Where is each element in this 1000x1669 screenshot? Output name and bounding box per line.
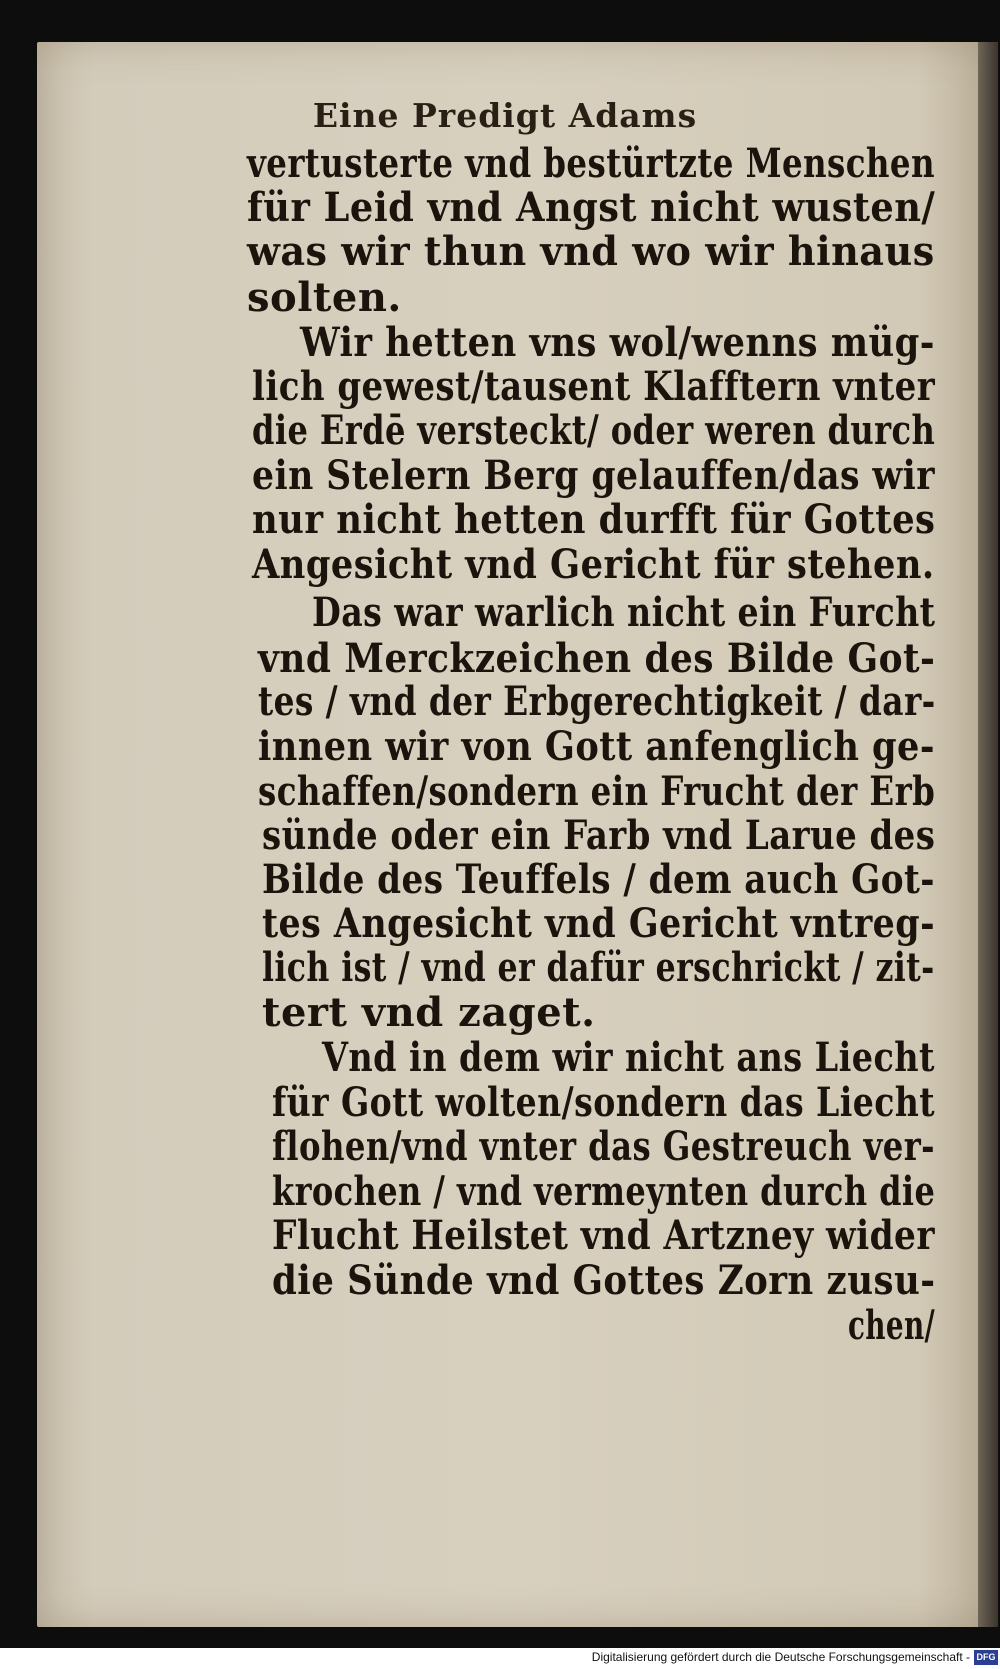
text-line: Angesicht vnd Gericht für stehen.: [252, 541, 935, 588]
text-line: die Erdē versteckt/ oder weren durch: [252, 407, 936, 454]
text-line: vertusterte vnd bestürtzte Menschen: [247, 140, 936, 187]
text-line: für Gott wolten/sondern das Liecht: [272, 1079, 936, 1126]
text-line: Vnd in dem wir nicht ans Liecht: [322, 1034, 935, 1081]
text-line: ein Stelern Berg gelauffen/das wir: [252, 452, 935, 499]
text-line: Das war warlich nicht ein Furcht: [312, 589, 936, 636]
footer-credit: Digitalisierung gefördert durch die Deutsche Forschungsgemeinschaft -: [591, 1650, 970, 1664]
text-line: die Sünde vnd Gottes Zorn zusu-: [272, 1257, 936, 1304]
text-line: krochen / vnd vermeynten durch die: [272, 1168, 936, 1215]
text-line: solten.: [247, 274, 402, 321]
text-line: schaffen/sondern ein Frucht der Erb: [258, 768, 936, 815]
text-line: Flucht Heilstet vnd Artzney wider: [272, 1212, 935, 1259]
text-line: flohen/vnd vnter das Gestreuch ver-: [272, 1123, 936, 1170]
text-line: tes Angesicht vnd Gericht vntreg-: [262, 900, 936, 947]
text-line: Bilde des Teuffels / dem auch Got-: [262, 856, 935, 903]
text-line: sünde oder ein Farb vnd Larue des: [262, 812, 936, 859]
text-line: innen wir von Gott anfenglich ge-: [258, 723, 935, 770]
catchword: chen/: [848, 1302, 936, 1349]
page-edge: [978, 42, 998, 1627]
text-line: lich gewest/tausent Klafftern vnter: [252, 363, 936, 410]
text-line: lich ist / vnd er dafür erschrickt / zit-: [262, 944, 935, 991]
text-line: tert vnd zaget.: [262, 989, 596, 1036]
text-line: vnd Merckzeichen des Bilde Got-: [258, 635, 936, 682]
text-line: nur nicht hetten durfft für Gottes: [252, 496, 936, 543]
text-line: für Leid vnd Angst nicht wusten/: [247, 184, 936, 231]
text-line: tes / vnd der Erbgerechtigkeit / dar-: [258, 678, 936, 725]
text-line: Wir hetten vns wol/wenns müg-: [300, 319, 935, 366]
dfg-logo: DFG: [974, 1650, 998, 1665]
running-head: Eine Predigt Adams: [312, 96, 698, 135]
text-line: was wir thun vnd wo wir hinaus: [247, 228, 935, 275]
